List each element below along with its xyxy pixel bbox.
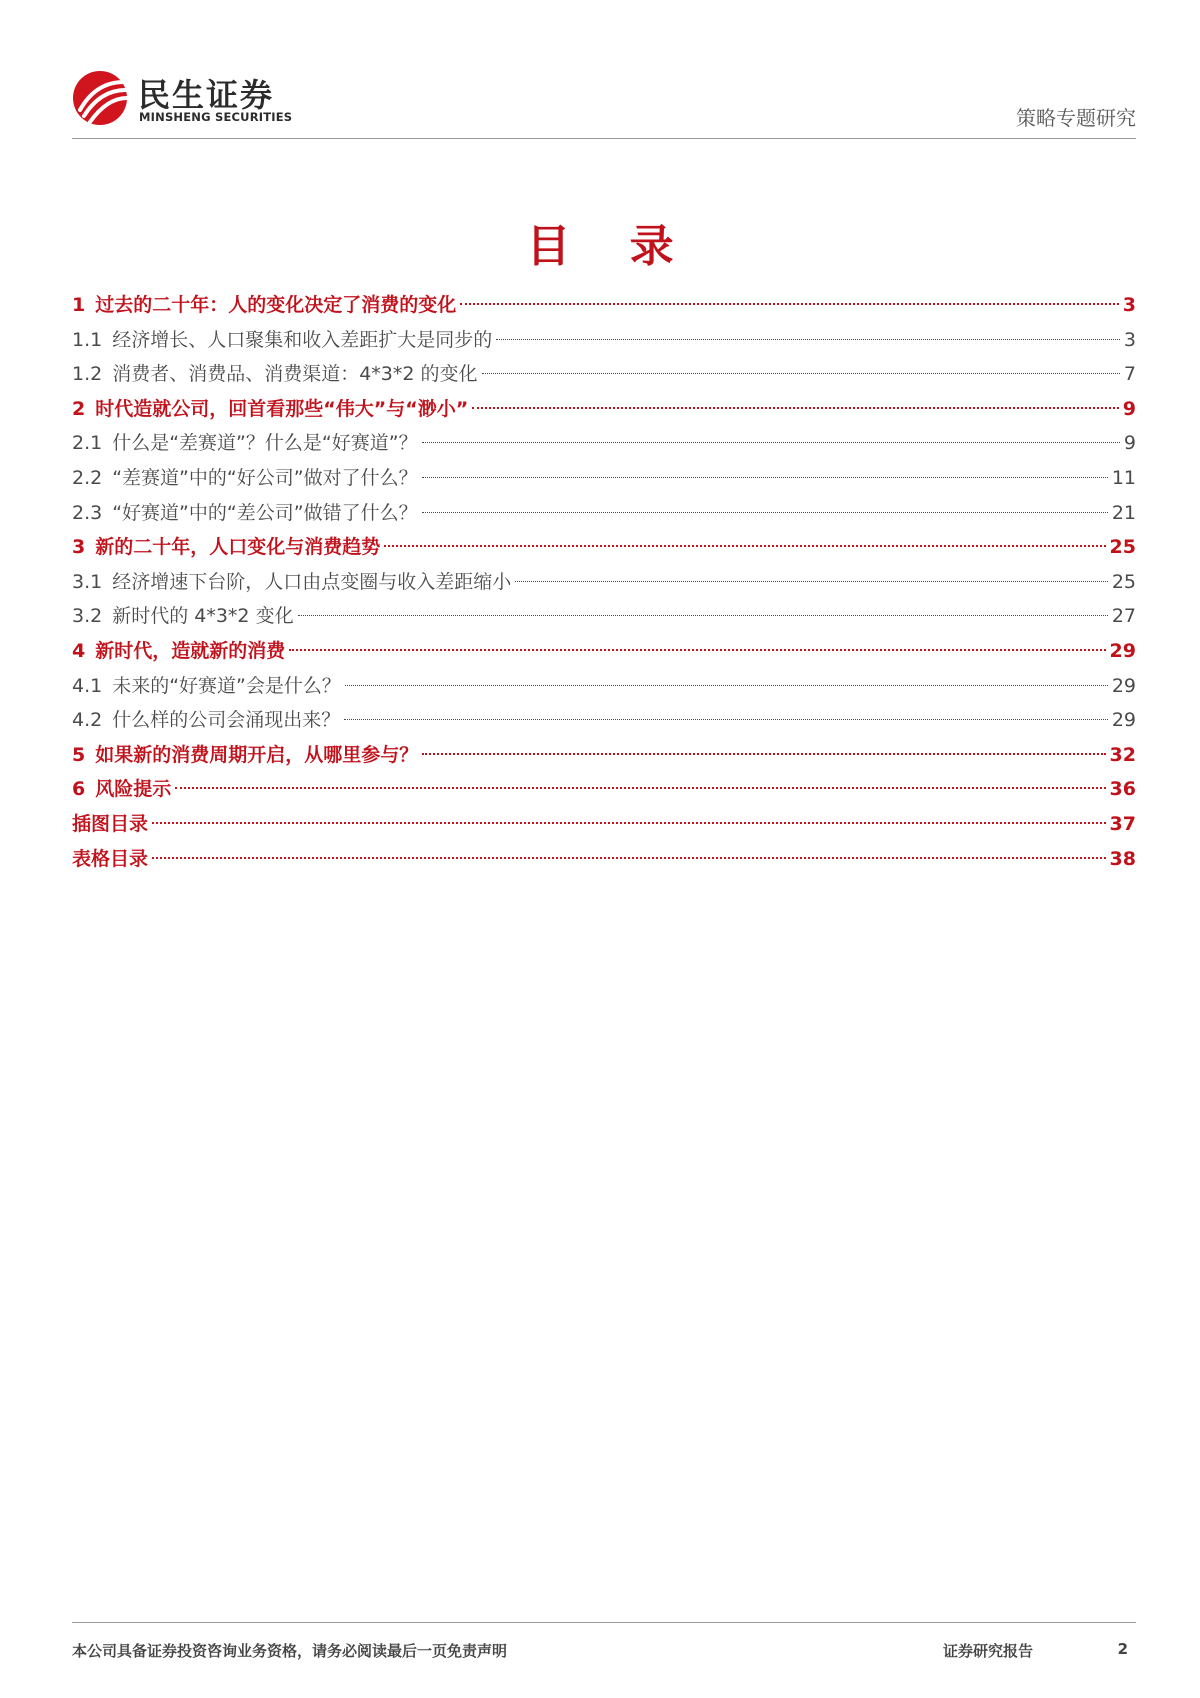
toc-entry-number: 1.1 — [72, 328, 103, 351]
toc-dot-leader — [472, 407, 1119, 409]
toc-section-link[interactable] — [72, 738, 1136, 773]
toc-section-link[interactable] — [72, 842, 1136, 877]
toc-page-number: 29 — [1111, 674, 1136, 697]
toc-dot-leader — [515, 581, 1108, 582]
report-type-label: 策略专题研究 — [1016, 106, 1136, 130]
toc-dot-leader — [460, 303, 1119, 305]
toc-page-number: 21 — [1111, 501, 1136, 524]
toc-subsection-link[interactable] — [72, 323, 1136, 358]
toc-subsection-link[interactable] — [72, 599, 1136, 634]
toc-entry-number: 1.2 — [72, 363, 103, 386]
toc-dot-leader — [344, 719, 1108, 720]
toc-page-number: 7 — [1123, 363, 1136, 386]
toc-entry-title: 风险提示 — [95, 778, 172, 801]
toc-entry-number: 4 — [72, 639, 86, 662]
toc-entry-number: 5 — [72, 743, 86, 766]
toc-entry-title: 什么样的公司会涌现出来？ — [112, 709, 341, 732]
toc-dot-leader — [422, 753, 1105, 755]
logo-chinese-name: 民生证券 — [138, 76, 275, 114]
toc-entry-title: 插图目录 — [72, 812, 149, 835]
toc-entry-title: 经济增长、人口聚集和收入差距扩大是同步的 — [112, 328, 493, 351]
toc-entry-number: 2.3 — [72, 501, 103, 524]
toc-section-link[interactable] — [72, 392, 1136, 427]
toc-dot-leader — [152, 857, 1106, 859]
toc-entry-number: 3.1 — [72, 570, 103, 593]
toc-entry-title: 消费者、消费品、消费渠道：4*3*2 的变化 — [112, 363, 478, 386]
toc-page-number: 27 — [1111, 605, 1136, 628]
toc-dot-leader — [422, 442, 1120, 443]
minsheng-logo-icon — [72, 70, 128, 126]
toc-dot-leader — [384, 545, 1105, 547]
toc-subsection-link[interactable] — [72, 496, 1136, 531]
toc-subsection-link[interactable] — [72, 669, 1136, 704]
toc-entry-title: 新时代的 4*3*2 变化 — [112, 605, 294, 628]
toc-page-number: 9 — [1123, 432, 1136, 455]
toc-entry-number: 1 — [72, 294, 86, 316]
toc-entry-title: 未来的“好赛道”会是什么？ — [112, 674, 341, 697]
table-of-contents — [72, 288, 1136, 876]
toc-entry-title: 表格目录 — [72, 847, 149, 870]
toc-dot-leader — [289, 649, 1105, 651]
toc-page-number: 3 — [1123, 328, 1136, 351]
toc-subsection-link[interactable] — [72, 565, 1136, 600]
toc-entry-number: 2 — [72, 397, 86, 420]
toc-page-number: 37 — [1109, 812, 1136, 835]
toc-page-number: 32 — [1109, 743, 1136, 766]
toc-page-number: 25 — [1111, 570, 1136, 593]
toc-subsection-link[interactable] — [72, 461, 1136, 496]
toc-entry-title: 新的二十年，人口变化与消费趋势 — [95, 536, 381, 559]
toc-entry-number: 2.2 — [72, 466, 103, 489]
toc-page-number: 9 — [1122, 397, 1136, 420]
toc-subsection-link[interactable] — [72, 703, 1136, 738]
toc-dot-leader — [482, 373, 1120, 374]
toc-page-number: 36 — [1109, 778, 1136, 801]
toc-entry-title: “差赛道”中的“好公司”做对了什么？ — [112, 466, 418, 489]
toc-dot-leader — [422, 512, 1108, 513]
toc-dot-leader — [422, 477, 1108, 478]
toc-entry-number: 4.1 — [72, 674, 103, 697]
toc-page-number: 3 — [1122, 294, 1136, 316]
toc-section-link[interactable] — [72, 772, 1136, 807]
page-title: 目 录 — [526, 221, 696, 272]
toc-dot-leader — [496, 339, 1120, 340]
toc-page-number: 29 — [1109, 639, 1136, 662]
toc-dot-leader — [175, 787, 1105, 789]
toc-subsection-link[interactable] — [72, 357, 1136, 392]
footer-page-number: 2 — [1117, 1640, 1128, 1658]
toc-dot-leader — [345, 685, 1108, 686]
toc-dot-leader — [298, 615, 1108, 616]
footer-divider — [72, 1622, 1136, 1623]
toc-section-link[interactable] — [72, 288, 1136, 323]
toc-entry-number: 4.2 — [72, 709, 103, 732]
toc-entry-title: 时代造就公司，回首看那些“伟大”与“渺小” — [95, 397, 469, 420]
toc-entry-number: 3.2 — [72, 605, 103, 628]
toc-page-number: 38 — [1109, 847, 1136, 870]
header-divider — [72, 138, 1136, 139]
toc-entry-number: 2.1 — [72, 432, 103, 455]
toc-page-number: 25 — [1109, 536, 1136, 559]
toc-section-link[interactable] — [72, 530, 1136, 565]
footer-report-label: 证券研究报告 — [943, 1642, 1034, 1660]
toc-dot-leader — [152, 822, 1106, 824]
toc-page-number: 11 — [1111, 466, 1136, 489]
toc-entry-title: 过去的二十年：人的变化决定了消费的变化 — [95, 294, 457, 316]
toc-entry-number: 3 — [72, 536, 86, 559]
toc-section-link[interactable] — [72, 807, 1136, 842]
toc-entry-number: 6 — [72, 778, 86, 801]
toc-entry-title: “好赛道”中的“差公司”做错了什么？ — [112, 501, 418, 524]
toc-entry-title: 经济增速下台阶，人口由点变圈与收入差距缩小 — [112, 570, 512, 593]
toc-entry-title: 新时代，造就新的消费 — [95, 639, 286, 662]
toc-subsection-link[interactable] — [72, 426, 1136, 461]
toc-entry-title: 如果新的消费周期开启，从哪里参与？ — [95, 743, 419, 766]
page-header — [72, 66, 1136, 138]
company-logo — [72, 66, 302, 130]
footer-disclaimer: 本公司具备证券投资咨询业务资格，请务必阅读最后一页免责声明 — [72, 1642, 508, 1660]
toc-entry-title: 什么是“差赛道”？什么是“好赛道”？ — [112, 432, 418, 455]
toc-section-link[interactable] — [72, 634, 1136, 669]
toc-page-number: 29 — [1111, 709, 1136, 732]
logo-english-name: MINSHENG SECURITIES — [139, 110, 293, 124]
